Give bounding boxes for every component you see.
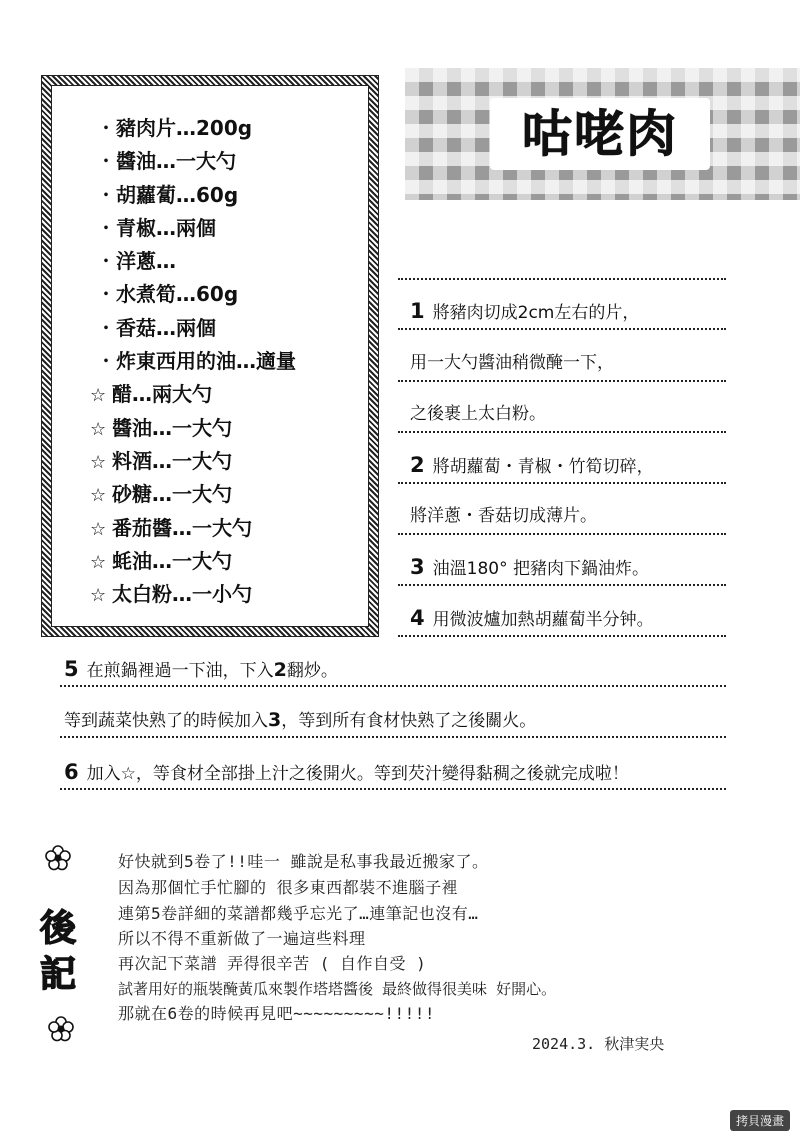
star-icon: ☆	[90, 385, 107, 407]
ingredient-item	[96, 245, 296, 278]
step-number: 2	[410, 453, 425, 477]
ingredient-item	[90, 545, 296, 578]
ingredient-item	[96, 179, 296, 212]
dotted-rule	[60, 736, 726, 738]
dotted-rule	[398, 380, 726, 382]
bullet-icon: ・	[96, 215, 116, 240]
flower-icon	[45, 845, 71, 871]
ingredient-item	[90, 478, 296, 511]
step-1-line-3	[410, 403, 546, 425]
ingredient-item	[96, 112, 296, 145]
ingredient-text: 太白粉…一小勺	[112, 582, 252, 607]
star-icon: ☆	[90, 551, 107, 573]
step-number: 4	[410, 606, 425, 630]
dotted-rule	[398, 328, 726, 330]
step-text: 之後裹上太白粉。	[410, 404, 546, 424]
step-text: 用微波爐加熱胡蘿蔔半分钟。	[432, 610, 654, 630]
afterword-line: 好快就到5卷了!!哇一 雖說是私事我最近搬家了。	[118, 852, 489, 871]
ingredient-item	[96, 145, 296, 178]
dotted-rule	[60, 788, 726, 790]
dotted-rule	[398, 431, 726, 433]
ingredient-item	[96, 312, 296, 345]
step-text: 翻炒。	[286, 661, 338, 681]
bullet-icon: ・	[96, 282, 116, 307]
step-1-line-1	[410, 300, 639, 324]
title-box	[490, 98, 710, 170]
dotted-rule	[398, 635, 726, 637]
afterword-line: 所以不得不重新做了一遍這些料理	[118, 929, 366, 948]
afterword-line: 試著用好的瓶裝醃黃瓜來製作塔塔醬後 最終做得很美味 好開心。	[118, 980, 557, 998]
ingredient-text: 炸東西用的油…適量	[116, 349, 296, 374]
afterword-title	[38, 905, 78, 997]
ingredient-text: 香菇…兩個	[116, 315, 216, 340]
bullet-icon: ・	[96, 315, 116, 340]
flower-icon	[48, 1016, 74, 1042]
step-text: 等到蔬菜快熟了的時候加入	[64, 711, 268, 731]
title-banner	[405, 68, 800, 200]
ingredient-text: 水煮筍…60g	[116, 282, 239, 307]
ingredient-item	[90, 445, 296, 478]
step-5-line-1	[64, 658, 338, 682]
star-icon: ☆	[90, 451, 107, 473]
step-text: 在煎鍋裡過一下油，下入	[86, 661, 274, 681]
dotted-rule	[398, 584, 726, 586]
afterword-line: 再次記下菜譜 弄得很辛苦 ( 自作自受 )	[118, 954, 427, 973]
ingredient-item	[90, 412, 296, 445]
star-icon: ☆	[90, 585, 107, 607]
dotted-rule	[398, 533, 726, 535]
ingredient-item	[90, 578, 296, 611]
ingredient-text: 醋…兩大勺	[112, 382, 212, 407]
dotted-rule	[398, 278, 726, 280]
step-text: 用一大勺醬油稍微醃一下，	[410, 353, 614, 373]
ingredient-item	[90, 512, 296, 545]
ingredient-text: 料酒…一大勺	[112, 448, 232, 473]
ingredient-text: 醬油…一大勺	[116, 149, 236, 174]
step-reference: 3	[268, 709, 282, 731]
afterword-title-top: 後	[39, 907, 76, 949]
afterword-line: 連第5卷詳細的菜譜都幾乎忘光了…連筆記也沒有…	[118, 904, 479, 923]
ingredient-item	[96, 345, 296, 378]
step-number: 1	[410, 299, 425, 323]
step-3-line-1	[410, 556, 649, 580]
star-icon: ☆	[90, 418, 107, 440]
step-1-line-2	[410, 352, 614, 374]
ingredient-text: 胡蘿蔔…60g	[116, 182, 239, 207]
star-icon: ☆	[90, 485, 107, 507]
step-2-line-2	[410, 505, 597, 527]
step-text: 將豬肉切成2cm左右的片，	[432, 303, 640, 323]
ingredient-item	[96, 212, 296, 245]
step-text: 將洋蔥・香菇切成薄片。	[410, 506, 597, 526]
ingredient-text: 蚝油…一大勺	[112, 548, 232, 573]
step-number: 5	[64, 657, 79, 681]
afterword-title-bottom: 記	[39, 953, 76, 995]
afterword-line: 因為那個忙手忙腳的 很多東西都裝不進腦子裡	[118, 878, 459, 897]
afterword-line: 那就在6卷的時候再見吧~~~~~~~~~!!!!!	[118, 1004, 435, 1023]
ingredients-list	[90, 112, 296, 611]
step-5-line-2	[64, 709, 536, 732]
ingredient-text: 豬肉片…200g	[116, 116, 253, 140]
dotted-rule	[60, 685, 726, 687]
bullet-icon: ・	[96, 349, 116, 374]
step-number: 3	[410, 555, 425, 579]
star-icon: ☆	[90, 518, 107, 540]
dotted-rule	[398, 482, 726, 484]
step-text: ，等到所有食材快熟了之後關火。	[281, 711, 537, 731]
ingredient-text: 番茄醬…一大勺	[112, 515, 252, 540]
ingredient-item	[90, 378, 296, 411]
step-number: 6	[64, 760, 79, 784]
bullet-icon: ・	[96, 182, 116, 207]
ingredient-text: 砂糖…一大勺	[112, 482, 232, 507]
step-text: 油溫180° 把豬肉下鍋油炸。	[432, 559, 649, 579]
step-6-line-1	[64, 761, 629, 785]
step-reference: 2	[273, 659, 287, 681]
bullet-icon: ・	[96, 116, 116, 140]
step-text: 加入☆，等食材全部掛上汁之後開火。等到芡汁變得黏稠之後就完成啦！	[86, 764, 629, 784]
ingredient-text: 洋蔥…	[116, 249, 176, 274]
recipe-title: 咕咾肉	[522, 105, 678, 163]
signature: 2024.3. 秋津実央	[532, 1035, 665, 1053]
bullet-icon: ・	[96, 249, 116, 274]
step-text: 將胡蘿蔔・青椒・竹筍切碎，	[432, 457, 654, 477]
step-4-line-1	[410, 607, 654, 631]
watermark: 拷貝漫畫	[730, 1110, 790, 1131]
ingredient-text: 青椒…兩個	[116, 215, 216, 240]
bullet-icon: ・	[96, 149, 116, 174]
ingredient-text: 醬油…一大勺	[112, 415, 232, 440]
step-2-line-1	[410, 454, 654, 478]
ingredient-item	[96, 278, 296, 311]
